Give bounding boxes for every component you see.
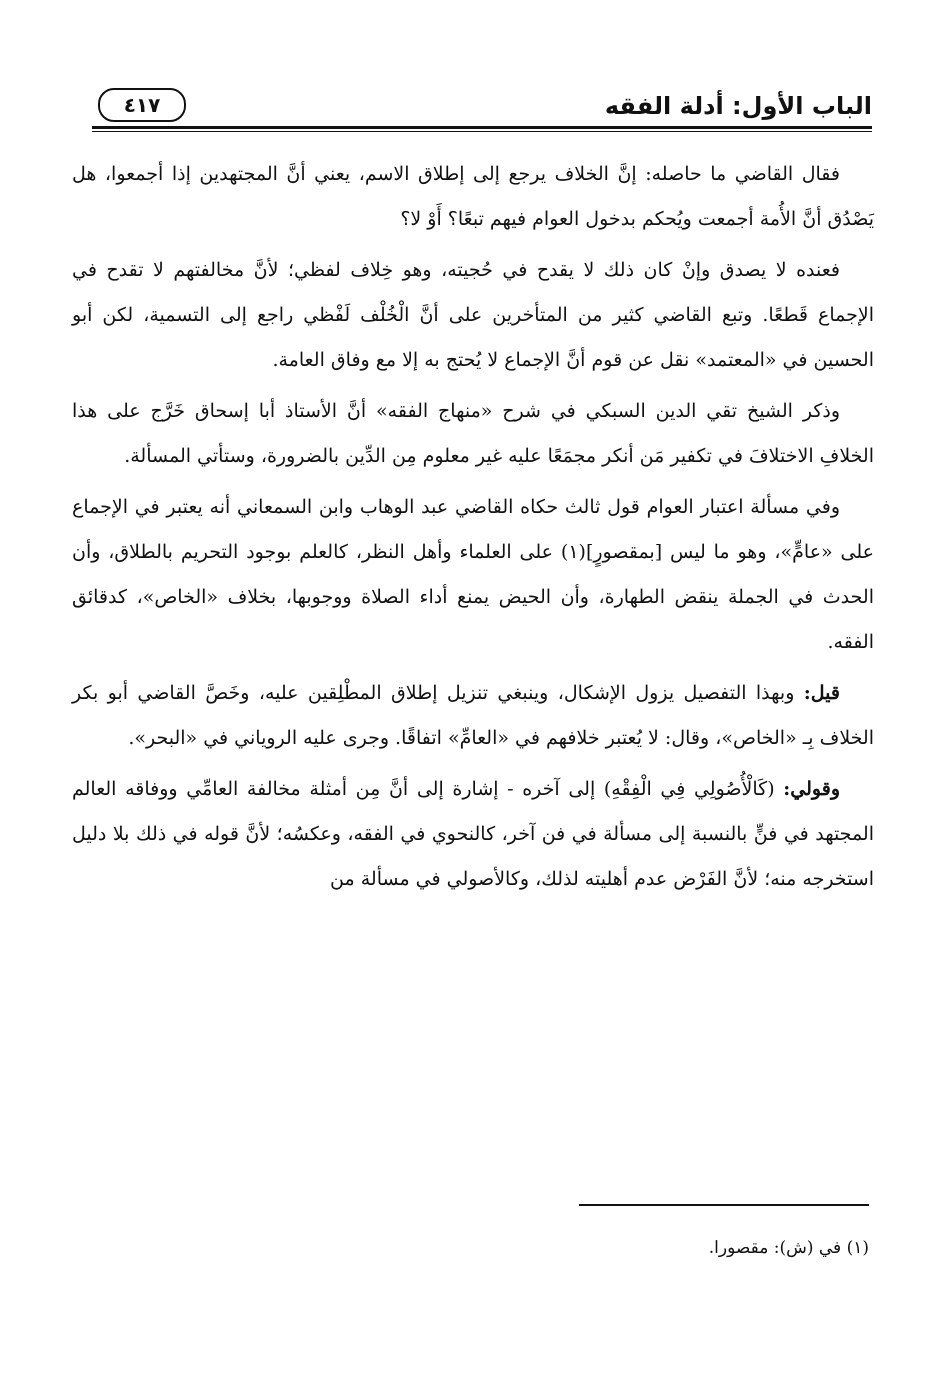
paragraph-lead: وقولي: <box>783 778 841 800</box>
paragraph-text: فقال القاضي ما حاصله: إنَّ الخلاف يرجع إلى إطلاق الاسم، يعني أنَّ المجتهدين إذا أجمعوا، هل يَصْدُق أنَّ الأُمة أجمعت ويُحكم بدخول العوام فيهم تبعًا؟ أَوْ لا؟ <box>72 163 874 230</box>
paragraph-lead: قيل: <box>803 682 840 704</box>
header-rule <box>92 126 872 129</box>
footnote: (١) في (ش): مقصورا. <box>708 1238 869 1258</box>
paragraph-text: وذكر الشيخ تقي الدين السبكي في شرح «منهاج الفقه» أنَّ الأستاذ أبا إسحاق خَرَّج على هذا الخلافِ الاختلافَ في تكفير مَن أنكر مجمَعًا عليه غير معلوم مِن الدِّين بالضرورة، وستأتي المسألة. <box>72 400 874 467</box>
paragraph <box>72 671 874 761</box>
paragraph <box>72 389 874 479</box>
paragraph-text: وبهذا التفصيل يزول الإشكال، وينبغي تنزيل إطلاق المطْلِقين عليه، وخَصَّ القاضي أبو بكر الخلاف بِـ «الخاص»، وقال: لا يُعتبر خلافهم في «العامِّ» اتفاقًا. وجرى عليه الروياني في «البحر». <box>72 682 874 749</box>
main-text <box>72 152 874 908</box>
paragraph <box>72 767 874 902</box>
header-rule-thin <box>92 131 872 132</box>
paragraph <box>72 248 874 383</box>
page-header <box>92 84 872 134</box>
paragraph <box>72 485 874 665</box>
paragraph-text: (كَالْأُصُولِي فِي الْفِقْهِ) إلى آخره - إشارة إلى أنَّ مِن أمثلة مخالفة العامِّي ووفاقه العالم المجتهد في فنٍّ بالنسبة إلى مسألة في فن آخر، كالنحوي في الفقه، وعكسُه؛ لأنَّ قوله في ذلك بلا دليل استخرجه منه؛ لأنَّ الفَرْض عدم أهليته لذلك، وكالأصولي في مسألة من <box>72 778 874 890</box>
paragraph-text: وفي مسألة اعتبار العوام قول ثالث حكاه القاضي عبد الوهاب وابن السمعاني أنه يعتبر في الإجماع على «عامٍّ»، وهو ما ليس [بمقصورٍ](١) على العلماء وأهل النظر، كالعلم بوجود التحريم بالطلاق، وأن الحدث في الجملة ينقض الطهارة، وأن الحيض يمنع أداء الصلاة ووجوبها، بخلاف «الخاص»، كدقائق الفقه. <box>72 496 875 653</box>
footnote-separator <box>579 1204 869 1206</box>
paragraph-text: فعنده لا يصدق وإنْ كان ذلك لا يقدح في حُجيته، وهو خِلاف لفظي؛ لأنَّ مخالفتهم لا تقدح في الإجماع قَطعًا. وتبع القاضي كثير من المتأخرين على أنَّ الْخُلْف لَفْظي راجع إلى التسمية، لكن أبو الحسين في «المعتمد» نقل عن قوم أنَّ الإجماع لا يُحتج به إلا مع وفاق العامة. <box>72 259 874 371</box>
paragraph <box>72 152 874 242</box>
chapter-title: الباب الأول: أدلة الفقه <box>604 92 872 120</box>
page-number: ٤١٧ <box>98 88 186 122</box>
